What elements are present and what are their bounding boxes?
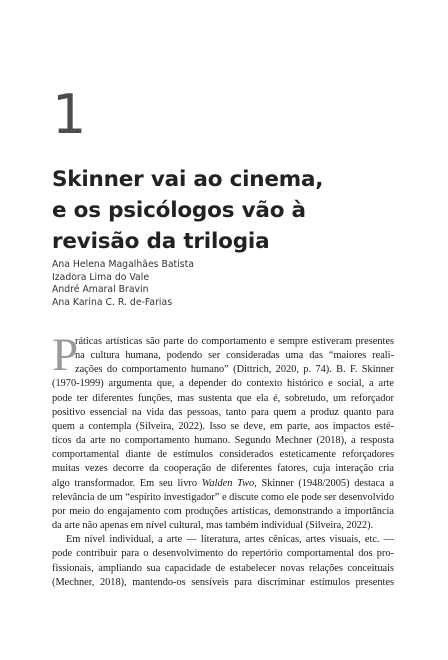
text-line: pode ter diferentes funções, mas sustenta que ela é, sobretudo, um reforçador [52, 392, 394, 404]
text-line: pode contribuir para o desenvolvimento do repertório comportamental dos pro- [52, 548, 394, 560]
author-name: André Amaral Bravin [52, 284, 149, 296]
chapter-title-line: Skinner vai ao cinema, [52, 167, 324, 192]
text-line: (1970-1999) argumenta que, a depender do contexto histórico e social, a arte [52, 378, 394, 390]
chapter-title-line: e os psicólogos vão à [52, 198, 306, 223]
text-line: ráticas artísticas são parte do comportamento e sempre estiveram presentes [75, 336, 394, 347]
text-line: da arte não apenas em nível cultural, mas também individual (Silveira, 2022). [52, 520, 374, 532]
text-fragment: algo transformador. Em seu livro [52, 477, 197, 489]
text-line: comportamental diante de estímulos considerados esteticamente reforçadores [52, 449, 394, 461]
text-line: muitas vezes decorre da cooperação de diferentes fatores, cuja interação cria [52, 463, 394, 475]
text-line: positivo essencial na vida das pessoas, tanto para quem a produz quanto para [52, 406, 394, 418]
chapter-number: 1 [52, 83, 86, 146]
chapter-title-line: revisão da trilogia [52, 229, 270, 254]
text-line: Em nível individual, a arte — literatura, artes cênicas, artes visuais, etc. — [66, 534, 394, 546]
text-line: relevância de um “espírito investigador” e discute como ele pode ser desenvolvido [52, 491, 394, 503]
text-line: na cultura humana, podendo ser consideradas uma das “maiores reali- [75, 350, 394, 362]
book-title-italic: Walden Two [201, 477, 255, 489]
author-name: Ana Helena Magalhães Batista [52, 259, 194, 270]
text-line: quem a contempla (Silveira, 2022). Isso se deve, em parte, aos impactos esté- [52, 420, 394, 432]
text-line: ticos da arte no comportamento humano. Segundo Mechner (2018), a resposta [52, 435, 394, 447]
drop-cap: P [52, 329, 79, 381]
author-name: Ana Karina C. R. de-Farias [52, 296, 173, 308]
body-text [52, 335, 394, 590]
text-line: fissionais, ampliando sua capacidade de estabelecer novas relações conceituais [52, 562, 394, 574]
text-line: por meio do engajamento com produções artísticas, demonstrando a importância [52, 505, 394, 517]
text-fragment: , Skinner (1948/2005) destaca a [254, 477, 394, 489]
text-line [52, 477, 394, 491]
author-list [52, 259, 194, 309]
author-name: Izadora Lima do Vale [52, 271, 150, 283]
chapter-title [52, 164, 412, 257]
text-line: zações do comportamento humano” (Dittrich, 2020, p. 74). B. F. Skinner [75, 364, 394, 376]
text-line: (Mechner, 2018), mantendo-os sensíveis para discriminar estímulos presentes [52, 576, 394, 588]
